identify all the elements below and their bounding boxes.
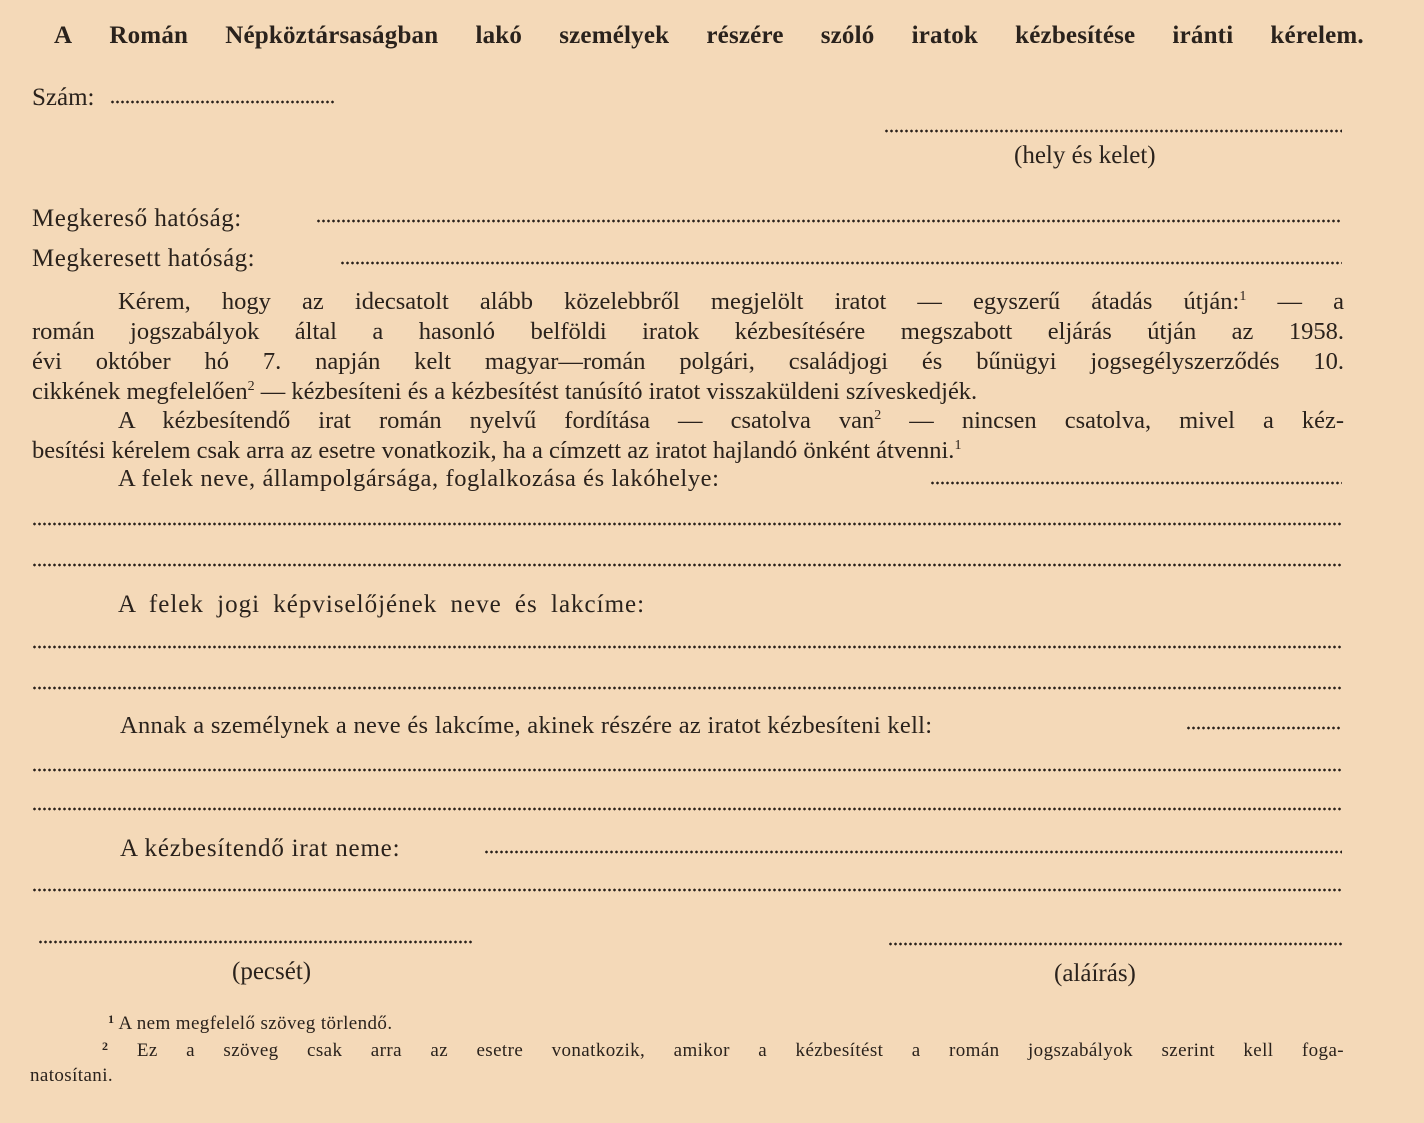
addressee-field-line-3[interactable] xyxy=(32,807,1342,811)
place-date-label: (hely és kelet) xyxy=(1014,142,1156,169)
footnote-1: $^1$ A nem megfelelő szöveg törlendő. xyxy=(108,1012,393,1034)
request-line-1: Kérem, hogy az idecsatolt alább közelebbről megjelölt iratot — egyszerű átadás útján:$^1$ — a xyxy=(118,288,1344,315)
requesting-authority-label: Megkereső hatóság: xyxy=(32,205,242,232)
title-word: lakó xyxy=(475,22,523,49)
translation-line-1: A kézbesítendő irat román nyelvű fordítása — csatolva van$^2$ — nincsen csatolva, mivel a kéz- xyxy=(118,407,1345,434)
addressee-label: Annak a személynek a neve és lakcíme, akinek részére az iratot kézbesíteni kell: xyxy=(120,712,933,739)
footnote-2-continuation: natosítani. xyxy=(30,1065,114,1086)
translation-paragraph xyxy=(32,406,1344,466)
requested-authority-field-line[interactable] xyxy=(340,261,1342,265)
title-word: kézbesítése xyxy=(1015,22,1136,49)
document-type-label: A kézbesítendő irat neme: xyxy=(120,835,401,862)
requested-authority-label: Megkeresett hatóság: xyxy=(32,245,256,272)
requesting-authority-field-line[interactable] xyxy=(316,219,1342,223)
legal-representative-field-line-1[interactable] xyxy=(32,645,1342,649)
title-word: Népköztársaságban xyxy=(225,22,439,49)
title-word: személyek xyxy=(559,22,670,49)
number-label: Szám: xyxy=(32,84,95,111)
stamp-label: (pecsét) xyxy=(232,958,312,985)
addressee-field-line-2[interactable] xyxy=(32,768,1342,772)
stamp-field-line[interactable] xyxy=(38,940,474,944)
place-date-field-line[interactable] xyxy=(884,129,1342,133)
parties-field-line-1[interactable] xyxy=(930,481,1342,485)
title-word: iránti xyxy=(1172,22,1234,49)
parties-field-line-3[interactable] xyxy=(32,563,1342,567)
request-line-2: román jogszabályok által a hasonló belföldi iratok kézbesítésére megszabott eljárás útján az 1958. xyxy=(32,318,1344,345)
translation-line-2: besítési kérelem csak arra az esetre vonatkozik, ha a címzett az iratot hajlandó önként átvenni.$^1$ xyxy=(32,437,962,464)
document-type-field-line-2[interactable] xyxy=(32,888,1342,892)
title-word: részére xyxy=(706,22,784,49)
legal-representative-field-line-2[interactable] xyxy=(32,686,1342,690)
parties-field-line-2[interactable] xyxy=(32,522,1342,526)
title-word: szóló xyxy=(820,22,875,49)
addressee-field-line-1[interactable] xyxy=(1186,726,1342,730)
title-word: iratok xyxy=(911,22,979,49)
title-word: A xyxy=(54,22,73,49)
request-paragraph xyxy=(32,287,1344,407)
document-type-field-line-1[interactable] xyxy=(484,850,1342,854)
request-line-4: cikkének megfelelően$^2$ — kézbesíteni és a kézbesítést tanúsító iratot visszaküldeni szíveskedjék. xyxy=(32,378,978,405)
parties-label: A felek neve, állampolgársága, foglalkozása és lakóhelye: xyxy=(118,465,720,492)
number-field-line[interactable] xyxy=(110,100,336,104)
form-title xyxy=(54,22,1364,50)
signature-label: (aláírás) xyxy=(1054,960,1136,987)
footnote-2: $^2$ Ez a szöveg csak arra az esetre vonatkozik, amikor a kézbesítést a román jogszabályok szerint kell foga- xyxy=(102,1039,1344,1061)
legal-representative-label: A felek jogi képviselőjének neve és lakcíme: xyxy=(118,591,646,618)
request-line-3: évi október hó 7. napján kelt magyar—román polgári, családjogi és bűnügyi jogsegélyszerződés 10. xyxy=(32,348,1344,375)
title-word: Román xyxy=(109,22,189,49)
title-word: kérelem. xyxy=(1270,22,1364,49)
signature-field-line[interactable] xyxy=(888,942,1342,946)
